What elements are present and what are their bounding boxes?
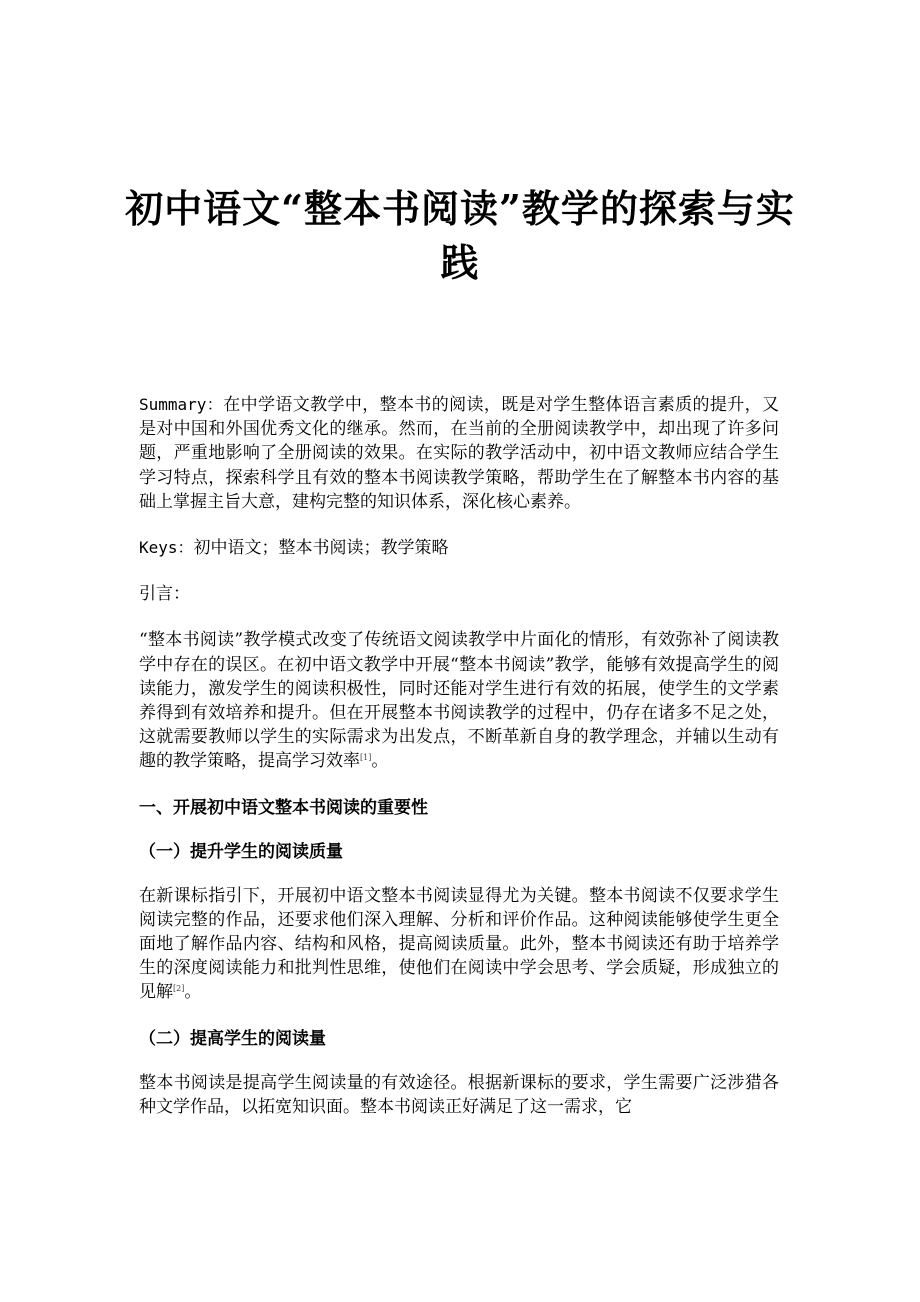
summary-paragraph <box>139 393 779 514</box>
citation-ref-1[interactable]: [1] <box>360 753 372 763</box>
section-1-heading: 一、开展初中语文整本书阅读的重要性 <box>139 797 428 818</box>
subsection-2-heading: （二）提高学生的阅读量 <box>139 1028 326 1049</box>
keys-paragraph <box>139 536 779 560</box>
subsection-2-paragraph: 整本书阅读是提高学生阅读量的有效途径。根据新课标的要求，学生需要广泛涉猎各种文学作品，以拓宽知识面。整本书阅读正好满足了这一需求，它 <box>139 1072 779 1117</box>
intro-label: 引言： <box>139 584 190 605</box>
summary-text: 在中学语文教学中，整本书的阅读，既是对学生整体语言素质的提升，又是对中国和外国优秀文化的继承。然而，在当前的全册阅读教学中，却出现了许多问题，严重地影响了全册阅读的效果。在实际的教学活动中，初中语文教师应结合学生学习特点，探索科学且有效的整本书阅读教学策略，帮助学生在了解整本书内容的基础上掌握主旨大意，建构完整的知识体系，深化核心素养。 <box>139 395 780 512</box>
subsection-1-paragraph <box>139 884 779 1005</box>
intro-end: 。 <box>371 751 389 772</box>
document-body <box>139 393 779 1141</box>
intro-text: “整本书阅读”教学模式改变了传统语文阅读教学中片面化的情形，有效弥补了阅读教学中存在的误区。在初中语文教学中开展“整本书阅读”教学，能够有效提高学生的阅读能力，激发学生的阅读积极性，同时还能对学生进行有效的拓展，使学生的文学素养得到有效培养和提升。但在开展整本书阅读教学的过程中，仍存在诸多不足之处，这就需要教师以学生的实际需求为出发点，不断革新自身的教学理念，并辅以生动有趣的教学策略，提高学习效率 <box>139 630 779 772</box>
keys-text: 初中语文；整本书阅读；教学策略 <box>193 538 449 559</box>
citation-ref-2[interactable]: [2] <box>173 984 185 994</box>
document-title: 初中语文“整本书阅读”教学的探索与实践 <box>125 186 795 285</box>
subsection-1-end: 。 <box>184 982 202 1003</box>
intro-paragraph <box>139 628 779 773</box>
subsection-1-text: 在新课标指引下，开展初中语文整本书阅读显得尤为关键。整本书阅读不仅要求学生阅读完整的作品，还要求他们深入理解、分析和评价作品。这种阅读能够使学生更全面地了解作品内容、结构和风格，提高阅读质量。此外，整本书阅读还有助于培养学生的深度阅读能力和批判性思维，使他们在阅读中学会思考、学会质疑，形成独立的见解 <box>139 885 779 1003</box>
subsection-1-heading: （一）提升学生的阅读质量 <box>139 841 343 862</box>
summary-label: Summary： <box>139 395 224 414</box>
keys-label: Keys： <box>139 538 194 558</box>
